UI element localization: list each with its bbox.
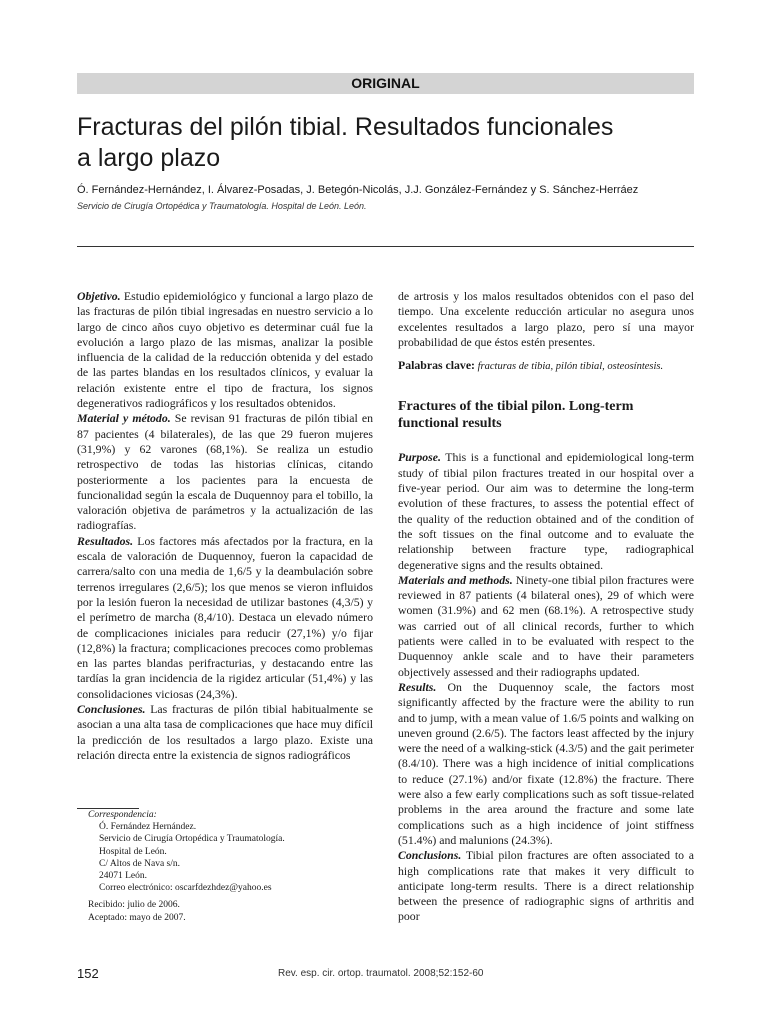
results-text: Los factores más afectados por la fractura, en la escala de valoración de Duquennoy, fueron la capacidad de carrera/salto con una media de 1,6/5 y la deambulación sobre terrenos irregulares (2,6/5); los que menos se vieron influidos por la lesión fueron la necesidad de utilizar bastones (4,3/5) y el perímetro de marcha (8,4/10). Destaca un elevado número de complicaciones iniciales para reducir (27,1%) y/o fijar (12,8%) la fractura; complicaciones precoces como problemas en las partes blandas perifracturias, y destacando entre las tardías la gran incidencia de la rigidez articular (51,4%) y las consolidaciones viciosas (24,3%). [77, 533, 373, 701]
objective-text: Estudio epidemiológico y funcional a largo plazo de las fracturas de pilón tibial ingresadas en nuestro servicio a lo largo de cinco años cuyo objetivo es determinar cuál fue la evolución a largo plazo de las mismas, analizar la posible influencia de la calidad de la reducción obtenida y del estado de las partes blandas en los resultados clínicos, y evaluar la relación existente entre el tipo de fractura, los signos degenerativos radiográficos y los resultados obtenidos. [77, 289, 373, 411]
correspondence-name: Ó. Fernández Hernández. [99, 822, 197, 833]
section-label: ORIGINAL [77, 73, 694, 94]
methods-label: Material y método. [77, 411, 171, 426]
english-title: Fractures of the tibial pilon. Long-term functional results [398, 399, 634, 432]
abstract-right-column [398, 289, 694, 925]
keywords-label: Palabras clave: [398, 358, 475, 373]
title-line-1: Fracturas del pilón tibial. Resultados funcionales [77, 113, 614, 141]
results-label: Resultados. [77, 533, 134, 548]
correspondence-city: 24071 León. [99, 871, 148, 882]
purpose-text: This is a functional and epidemiological long-term study of tibial pilon fractures treated in our hospital over a five-year period. Our aim was to determine the long-term evolution of these fractures, to assess the potential effect of the quality of the reduction obtained and of the condition of the soft tissues on the final outcome and to evaluate the relationship between fracture type, radiographical degenerative signs and the results obtained. [398, 450, 694, 572]
conclusions-en-label: Conclusions. [398, 848, 462, 863]
title-line-2: a largo plazo [77, 144, 221, 172]
correspondence-hospital: Hospital de León. [99, 846, 167, 857]
authors: Ó. Fernández-Hernández, I. Álvarez-Posadas, J. Betegón-Nicolás, J.J. González-Fernández y S. Sánchez-Herráez [77, 184, 639, 196]
correspondence-heading: Correspondencia: [88, 810, 157, 820]
abstract-spanish-column [77, 289, 373, 763]
methods-text: Se revisan 91 fracturas de pilón tibial en 87 pacientes (4 bilaterales), de las que 29 fueron mujeres (31,9%) y 62 varones (68,1%). Se realiza un estudio retrospectivo de todas las historias clínicas, citando posteriormente a los pacientes para la encuesta de funcionalidad según la escala de Duquennoy para el tobillo, la valoración objetiva de parámetros y la actualización de las radiografías. [77, 411, 374, 533]
conclusions-en-text: Tibial pilon fractures are often associated to a high complications rate that makes it very difficult to anticipate long-term results. There is a direct relationship between the presence of radiographic signs of arthritis and poor [398, 848, 694, 924]
abstract-results [77, 534, 373, 702]
abstract-results-en [398, 680, 694, 848]
keywords [398, 358, 694, 374]
keywords-text: fracturas de tibia, pilón tibial, osteosíntesis. [475, 361, 664, 373]
abstract-objective [77, 289, 373, 411]
methods-en-label: Materials and methods. [398, 572, 513, 587]
accepted-date: Aceptado: mayo de 2007. [88, 912, 186, 923]
abstract-methods [77, 411, 373, 533]
objective-label: Objetivo. [77, 289, 121, 303]
received-date: Recibido: julio de 2006. [88, 900, 180, 911]
header-divider [77, 246, 694, 247]
purpose-label: Purpose. [398, 450, 441, 465]
methods-en-text: Ninety-one tibial pilon fractures were reviewed in 87 patients (4 bilateral ones), 29 of which were women (31.9%) and 62 men (68.1%). A retrospective study was carried out of all clinical records, further to which patients were called in to be evaluated with respect to the Duquennoy ankle scale and to have their parameters objectively assessed and their radiographs updated. [398, 572, 694, 679]
conclusions-label: Conclusiones. [77, 702, 146, 717]
abstract-methods-en [398, 573, 694, 680]
abstract-purpose-en [398, 450, 694, 572]
conclusions-text: Las fracturas de pilón tibial habitualmente se asocian a una alta tasa de complicaciones que hace muy difícil la predicción de los resultados a largo plazo. Existe una relación directa entre la existencia de signos radiográficos [77, 702, 373, 762]
page-number: 152 [77, 966, 99, 981]
results-en-label: Results. [398, 679, 437, 694]
results-en-text: On the Duquennoy scale, the factors most significantly affected by the fracture were the ability to run and to jump, with a mean value of 1.6/5 points and walking on uneven ground (2.6/5). The factors least affected by the injury were the need of a walking-stick (4.3/5) and the gait perimeter (8.4/10). There was a high incidence of initial complications to reduce (27.1%) and/or fixate (12.8%) the fracture. There were also a few early complications such as soft tissue-related problems in the area around the fracture and some late complications such as a high incidence of joint stiffness (51.4%) and malunions (24.3%). [398, 679, 694, 847]
affiliation: Servicio de Cirugía Ortopédica y Traumatología. Hospital de León. León. [77, 201, 367, 211]
abstract-conclusions [77, 702, 373, 763]
journal-citation: Rev. esp. cir. ortop. traumatol. 2008;52:152-60 [278, 968, 484, 979]
correspondence-street: C/ Altos de Nava s/n. [99, 858, 181, 869]
correspondence-email[interactable]: Correo electrónico: oscarfdezhdez@yahoo.es [99, 883, 272, 894]
abstract-continuation: de artrosis y los malos resultados obtenidos con el paso del tiempo. Una excelente reducción articular no asegura unos excelentes resultados a largo plazo, pero sí una mayor probabilidad de que éstos estén presentes. [398, 289, 694, 349]
correspondence-block [77, 808, 373, 924]
article-title [77, 112, 694, 174]
correspondence-dept: Servicio de Cirugía Ortopédica y Traumatología. [99, 834, 285, 845]
abstract-conclusions-en [398, 848, 694, 924]
